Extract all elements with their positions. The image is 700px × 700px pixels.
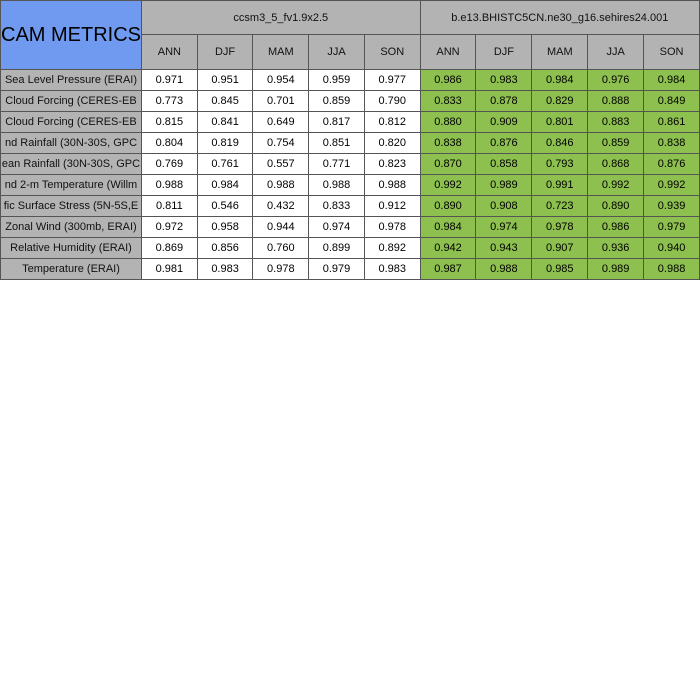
metric-value-m2-ann: 0.890 [420,196,476,217]
season-header-mam-model2: MAM [532,35,588,70]
metric-value-m2-jja: 0.989 [588,259,644,280]
metric-value-m2-ann: 0.986 [420,70,476,91]
metric-value-m1-jja: 0.771 [309,154,365,175]
metric-value-m1-son: 0.977 [364,70,420,91]
metric-value-m2-ann: 0.880 [420,112,476,133]
metric-value-m1-mam: 0.701 [253,91,309,112]
metric-value-m2-djf: 0.983 [476,70,532,91]
metric-value-m1-ann: 0.769 [142,154,198,175]
season-header-mam-model1: MAM [253,35,309,70]
metric-value-m1-son: 0.983 [364,259,420,280]
metric-value-m2-jja: 0.986 [588,217,644,238]
metric-value-m1-ann: 0.971 [142,70,198,91]
metric-value-m2-ann: 0.992 [420,175,476,196]
metric-value-m1-djf: 0.546 [197,196,253,217]
table-row [1,238,700,259]
metric-value-m1-jja: 0.859 [309,91,365,112]
row-label [1,259,142,280]
metric-value-m2-jja: 0.890 [588,196,644,217]
row-label-text: Temperature (ERAI) [22,263,120,275]
metric-value-m1-jja: 0.833 [309,196,365,217]
metric-value-m1-son: 0.790 [364,91,420,112]
metric-value-m2-mam: 0.985 [532,259,588,280]
metric-value-m1-son: 0.820 [364,133,420,154]
metric-value-m1-jja: 0.959 [309,70,365,91]
metric-value-m1-jja: 0.851 [309,133,365,154]
metric-value-m1-son: 0.812 [364,112,420,133]
metric-value-m2-ann: 0.833 [420,91,476,112]
metric-value-m1-son: 0.912 [364,196,420,217]
metric-value-m2-son: 0.979 [644,217,700,238]
season-header-son-model1: SON [364,35,420,70]
metric-value-m1-jja: 0.979 [309,259,365,280]
season-header-ann-model2: ANN [420,35,476,70]
metric-value-m1-djf: 0.819 [197,133,253,154]
metric-value-m2-ann: 0.987 [420,259,476,280]
metric-value-m2-son: 0.876 [644,154,700,175]
metric-value-m2-son: 0.838 [644,133,700,154]
metric-value-m2-ann: 0.942 [420,238,476,259]
metric-value-m1-jja: 0.817 [309,112,365,133]
metric-value-m1-jja: 0.988 [309,175,365,196]
metric-value-m2-jja: 0.936 [588,238,644,259]
table-row [1,217,700,238]
metric-value-m1-djf: 0.856 [197,238,253,259]
metric-value-m2-jja: 0.868 [588,154,644,175]
metric-value-m1-mam: 0.944 [253,217,309,238]
metrics-body [1,70,700,280]
row-label [1,175,142,196]
metric-value-m1-son: 0.823 [364,154,420,175]
model1-header: ccsm3_5_fv1.9x2.5 [142,1,421,35]
metric-value-m2-ann: 0.984 [420,217,476,238]
metric-value-m1-ann: 0.972 [142,217,198,238]
metric-value-m2-son: 0.939 [644,196,700,217]
metric-value-m1-djf: 0.841 [197,112,253,133]
row-label-text: fic Surface Stress (5N-5S,E [3,200,139,212]
row-label-text: Cloud Forcing (CERES-EB [5,95,137,107]
metric-value-m1-mam: 0.760 [253,238,309,259]
metric-value-m1-son: 0.978 [364,217,420,238]
metric-value-m2-son: 0.861 [644,112,700,133]
metric-value-m2-mam: 0.723 [532,196,588,217]
metric-value-m2-djf: 0.908 [476,196,532,217]
metric-value-m1-ann: 0.773 [142,91,198,112]
row-label-text: nd Rainfall (30N-30S, GPC [4,137,138,149]
metric-value-m2-mam: 0.978 [532,217,588,238]
metric-value-m1-mam: 0.432 [253,196,309,217]
metric-value-m1-mam: 0.978 [253,259,309,280]
row-label [1,217,142,238]
table-row [1,91,700,112]
metric-value-m2-mam: 0.846 [532,133,588,154]
metric-value-m2-mam: 0.984 [532,70,588,91]
metric-value-m2-mam: 0.829 [532,91,588,112]
metric-value-m2-son: 0.992 [644,175,700,196]
row-label-text: Relative Humidity (ERAI) [10,242,132,254]
row-label [1,154,142,175]
metric-value-m2-jja: 0.976 [588,70,644,91]
metric-value-m1-mam: 0.557 [253,154,309,175]
model2-header: b.e13.BHISTC5CN.ne30_g16.sehires24.001 [420,1,699,35]
metric-value-m2-mam: 0.991 [532,175,588,196]
metric-value-m1-mam: 0.649 [253,112,309,133]
metric-value-m1-jja: 0.899 [309,238,365,259]
metric-value-m2-jja: 0.883 [588,112,644,133]
metric-value-m2-djf: 0.974 [476,217,532,238]
metric-value-m2-mam: 0.793 [532,154,588,175]
metric-value-m2-djf: 0.909 [476,112,532,133]
metric-value-m2-ann: 0.838 [420,133,476,154]
row-label [1,112,142,133]
metric-value-m1-ann: 0.988 [142,175,198,196]
metric-value-m2-mam: 0.801 [532,112,588,133]
metric-value-m2-jja: 0.859 [588,133,644,154]
table-row [1,259,700,280]
metric-value-m1-ann: 0.811 [142,196,198,217]
metric-value-m2-jja: 0.888 [588,91,644,112]
table-row [1,175,700,196]
metric-value-m2-djf: 0.876 [476,133,532,154]
metric-value-m1-son: 0.892 [364,238,420,259]
metric-value-m2-ann: 0.870 [420,154,476,175]
metric-value-m1-djf: 0.984 [197,175,253,196]
metric-value-m1-mam: 0.988 [253,175,309,196]
metric-value-m2-djf: 0.858 [476,154,532,175]
metric-value-m2-djf: 0.988 [476,259,532,280]
row-label-text: nd 2-m Temperature (Willm [4,179,138,191]
metric-value-m2-son: 0.988 [644,259,700,280]
metric-value-m1-jja: 0.974 [309,217,365,238]
table-row [1,133,700,154]
metric-value-m1-djf: 0.958 [197,217,253,238]
metric-value-m1-mam: 0.954 [253,70,309,91]
row-label-text: Zonal Wind (300mb, ERAI) [5,221,137,233]
row-label [1,70,142,91]
row-label-text: Sea Level Pressure (ERAI) [4,74,138,86]
row-label [1,133,142,154]
metric-value-m2-jja: 0.992 [588,175,644,196]
row-label-text: ean Rainfall (30N-30S, GPC [1,158,141,170]
metric-value-m1-ann: 0.804 [142,133,198,154]
season-header-jja-model1: JJA [309,35,365,70]
row-label-text: Cloud Forcing (CERES-EB [5,116,137,128]
metric-value-m1-mam: 0.754 [253,133,309,154]
metric-value-m1-ann: 0.981 [142,259,198,280]
metric-value-m1-djf: 0.761 [197,154,253,175]
metric-value-m1-djf: 0.983 [197,259,253,280]
season-header-ann-model1: ANN [142,35,198,70]
table-row [1,196,700,217]
season-header-jja-model2: JJA [588,35,644,70]
table-row [1,112,700,133]
metrics-table [0,0,700,280]
row-label [1,238,142,259]
table-row [1,154,700,175]
row-label [1,196,142,217]
metric-value-m2-son: 0.849 [644,91,700,112]
metric-value-m2-djf: 0.878 [476,91,532,112]
table-title: CAM METRICS [1,1,142,70]
metric-value-m1-son: 0.988 [364,175,420,196]
metric-value-m2-mam: 0.907 [532,238,588,259]
metric-value-m1-ann: 0.815 [142,112,198,133]
season-header-djf-model1: DJF [197,35,253,70]
metric-value-m1-djf: 0.951 [197,70,253,91]
season-header-djf-model2: DJF [476,35,532,70]
row-label [1,91,142,112]
metric-value-m1-ann: 0.869 [142,238,198,259]
metric-value-m1-djf: 0.845 [197,91,253,112]
season-header-son-model2: SON [644,35,700,70]
metric-value-m2-son: 0.940 [644,238,700,259]
metric-value-m2-djf: 0.943 [476,238,532,259]
table-row [1,70,700,91]
metric-value-m2-djf: 0.989 [476,175,532,196]
metric-value-m2-son: 0.984 [644,70,700,91]
